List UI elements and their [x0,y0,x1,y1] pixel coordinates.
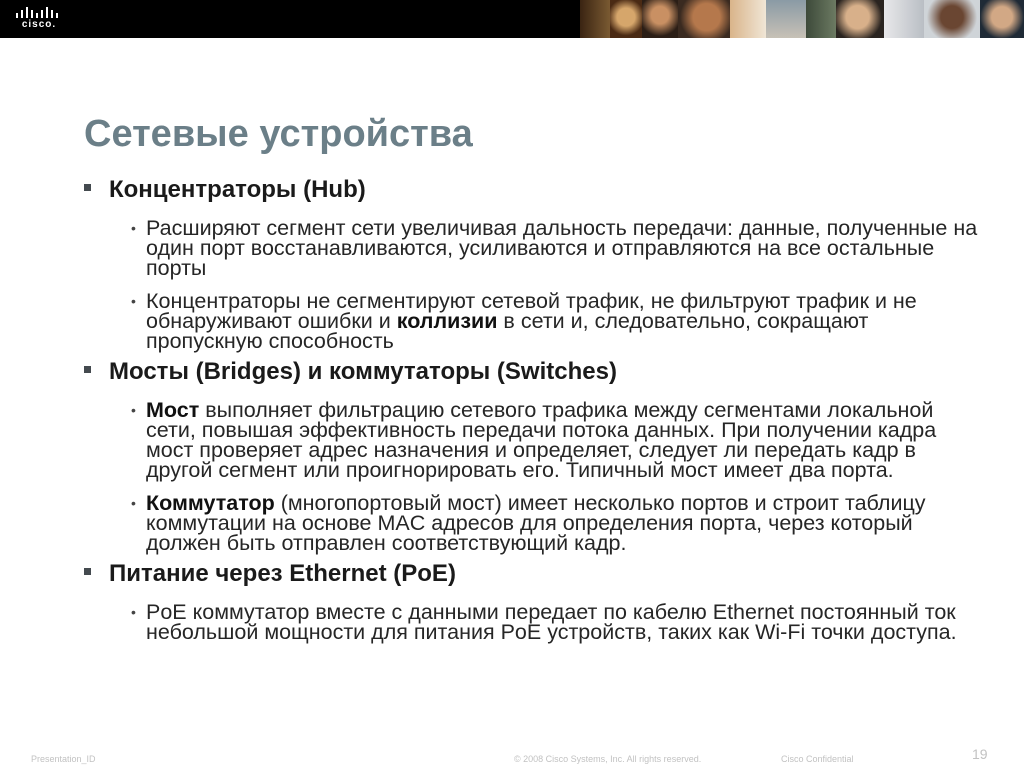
bullet-hub [84,176,1004,204]
page-number: 19 [972,746,988,762]
sub-bullet-text: Расширяют сегмент сети увеличивая дальность передачи: данные, полученные на один порт восстанавливаются, усиливаются и отправляются на все остальные порты [146,216,978,280]
header-photo-strip [580,0,1024,38]
dot-bullet-icon: • [131,495,136,511]
bullet-bridges-heading: Мосты (Bridges) и коммутаторы (Switches) [109,358,617,385]
header-photo [730,0,766,38]
square-bullet-icon [84,568,91,575]
dot-bullet-icon: • [131,293,136,309]
header-photo [766,0,806,38]
sub-bullet-text: Концентраторы не сегментируют сетевой трафик, не фильтруют трафик и не обнаруживают ошибки и коллизии в сети и, следовательно, сокращают пропускную способность [146,289,917,353]
square-bullet-icon [84,184,91,191]
footer-copyright: © 2008 Cisco Systems, Inc. All rights reserved. [514,754,702,764]
cisco-logo-text: cisco. [21,19,57,30]
cisco-logo [14,5,64,33]
header-photo [836,0,884,38]
bullet-poe-heading: Питание через Ethernet (PoE) [109,560,456,587]
sub-bullet-text: Коммутатор (многопортовый мост) имеет несколько портов и строит таблицу коммутации на основе MAC адресов для определения порта, через который должен быть отправлен соответствующий кадр. [146,491,926,555]
bullet-poe [84,560,1004,588]
header-bar [0,0,1024,38]
sub-bullet [131,493,1004,553]
sub-bullet [131,602,1004,642]
footer-presentation-id: Presentation_ID [31,754,96,764]
header-photo [580,0,610,38]
dot-bullet-icon: • [131,604,136,620]
square-bullet-icon [84,366,91,373]
header-photo [610,0,642,38]
sub-bullet [131,218,1004,278]
slide-content [84,176,1004,642]
sub-bullet [131,291,1004,351]
footer-confidential: Cisco Confidential [781,754,854,764]
bullet-hub-heading: Концентраторы (Hub) [109,176,366,203]
header-photo [980,0,1024,38]
sub-bullet-text: Мост выполняет фильтрацию сетевого трафика между сегментами локальной сети, повышая эффективность передачи потока данных. При получении кадра мост проверяет адрес назначения и определяет, следует ли передать кадр в другой сегмент или проигнорировать его. Типичный мост имеет два порта. [146,398,937,482]
dot-bullet-icon: • [131,402,136,418]
header-photo [678,0,730,38]
sub-bullet [131,400,1004,480]
header-photo [924,0,980,38]
sub-bullet-text: PoE коммутатор вместе с данными передает по кабелю Ethernet постоянный ток небольшой мощности для питания PoE устройств, таких как Wi-Fi точки доступа. [146,600,957,644]
cisco-bars-icon [15,7,63,18]
slide-title: Сетевые устройства [84,113,473,155]
dot-bullet-icon: • [131,220,136,236]
header-photo [806,0,836,38]
header-photo [642,0,678,38]
bullet-bridges-switches [84,358,1004,386]
header-photo [884,0,924,38]
